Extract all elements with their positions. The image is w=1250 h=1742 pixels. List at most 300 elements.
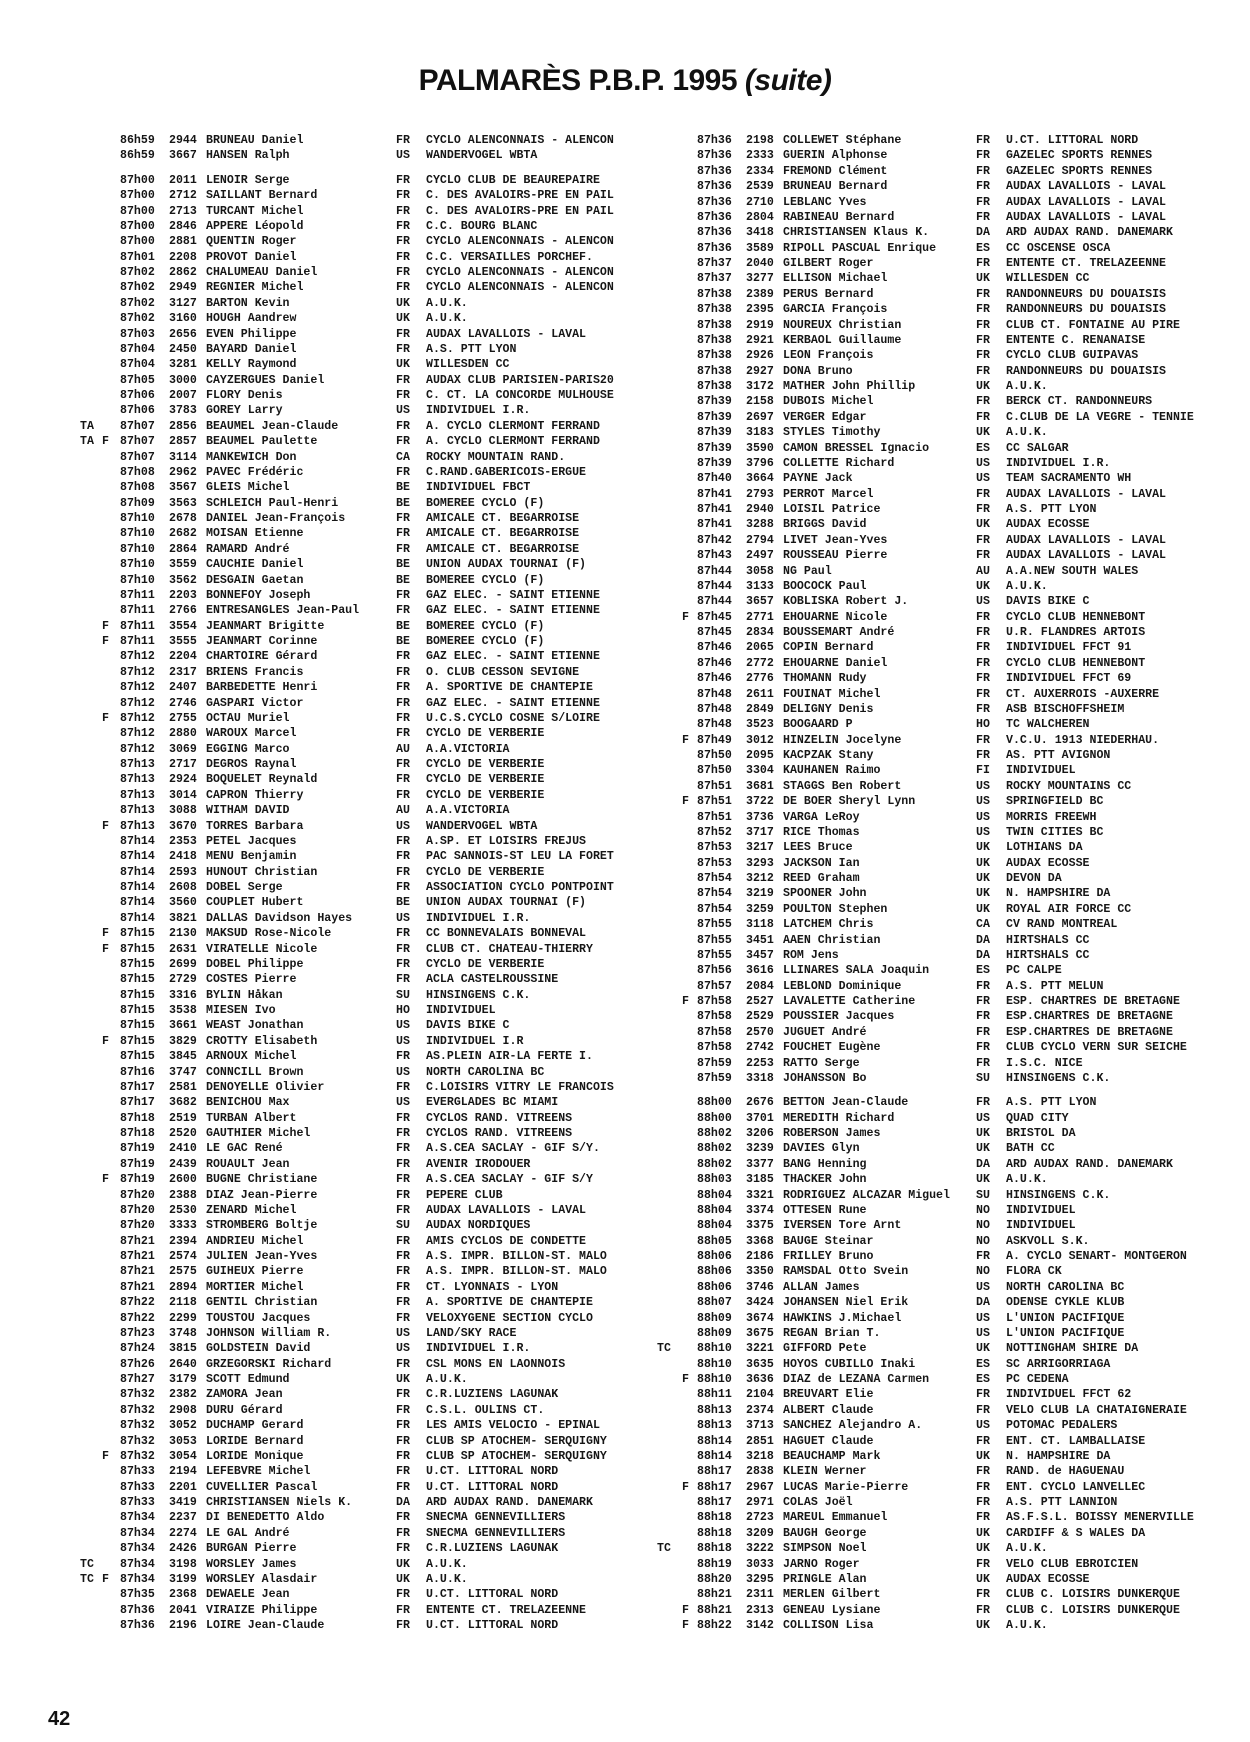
row-time: 87h22 xyxy=(120,1296,155,1310)
row-rider-name: POULTON Stephen xyxy=(783,902,888,916)
row-rider-name: PERROT Marcel xyxy=(783,487,874,501)
row-rider-name: RAMSDAL Otto Svein xyxy=(783,1265,909,1279)
result-row xyxy=(80,1403,640,1418)
row-rider-name: VERGER Edgar xyxy=(783,410,867,424)
result-row xyxy=(660,179,1220,194)
row-club: A. SPORTIVE DE CHANTEPIE xyxy=(426,1296,593,1310)
row-rider-name: APPERE Léopold xyxy=(206,219,304,233)
row-rider-name: KERBAOL Guillaume xyxy=(783,333,902,347)
row-club: C. DES AVALOIRS-PRE EN PAIL xyxy=(426,204,614,218)
result-row xyxy=(80,1464,640,1479)
page-number: 42 xyxy=(48,1708,71,1730)
row-time: 87h58 xyxy=(697,1041,732,1055)
row-time: 87h11 xyxy=(120,619,155,633)
row-rider-name: DUBOIS Michel xyxy=(783,395,874,409)
row-club: A.U.K. xyxy=(1006,426,1048,440)
row-club: LOTHIANS DA xyxy=(1006,841,1083,855)
row-mark: TC xyxy=(657,1542,671,1556)
row-number: 2065 xyxy=(746,641,774,655)
row-club: LES AMIS VELOCIO - EPINAL xyxy=(426,1419,600,1433)
row-time: 88h10 xyxy=(697,1357,732,1371)
result-row xyxy=(80,1264,640,1279)
row-country: FR xyxy=(396,1511,410,1525)
result-row xyxy=(80,972,640,987)
row-club: ESP.CHARTRES DE BRETAGNE xyxy=(1006,1025,1173,1039)
result-row xyxy=(80,496,640,511)
row-club: CT. LYONNAIS - LYON xyxy=(426,1280,559,1294)
row-country: FR xyxy=(976,1588,990,1602)
result-row xyxy=(660,994,1220,1009)
row-club: CLUB SP ATOCHEM- SERQUIGNY xyxy=(426,1434,607,1448)
row-country: BE xyxy=(396,896,410,910)
row-club: HINSINGENS C.K. xyxy=(1006,1188,1111,1202)
row-number: 3222 xyxy=(746,1542,774,1556)
row-number: 3033 xyxy=(746,1557,774,1571)
row-number: 3053 xyxy=(169,1434,197,1448)
row-rider-name: BUGNE Christiane xyxy=(206,1173,318,1187)
row-rider-name: HINZELIN Jocelyne xyxy=(783,733,902,747)
row-time: 87h10 xyxy=(120,512,155,525)
result-row xyxy=(80,1495,640,1510)
row-number: 2041 xyxy=(169,1603,197,1617)
row-country: FR xyxy=(976,687,990,701)
row-club: ARD AUDAX RAND. DANEMARK xyxy=(1006,1157,1173,1171)
row-number: 3419 xyxy=(169,1496,197,1509)
result-row xyxy=(80,148,640,163)
row-number: 3717 xyxy=(746,825,774,839)
row-country: FR xyxy=(396,850,410,864)
row-rider-name: BAYARD Daniel xyxy=(206,342,297,356)
row-number: 2299 xyxy=(169,1311,197,1325)
row-club: ENT. CYCLO LANVELLEC xyxy=(1006,1480,1146,1494)
result-row xyxy=(80,1280,640,1295)
result-row xyxy=(660,610,1220,625)
row-rider-name: SCHLEICH Paul-Henri xyxy=(206,496,339,510)
row-time: 87h39 xyxy=(697,395,732,409)
result-row xyxy=(80,1572,640,1587)
row-time: 87h49 xyxy=(697,733,732,747)
row-club: AUDAX ECOSSE xyxy=(1006,1572,1090,1586)
row-club: CYCLO DE VERBERIE xyxy=(426,727,545,741)
row-rider-name: BRUNEAU Daniel xyxy=(206,134,304,147)
row-club: UNION AUDAX TOURNAI (F) xyxy=(426,896,587,910)
row-number: 2394 xyxy=(169,1234,197,1248)
row-number: 2856 xyxy=(169,419,197,433)
row-time: 87h36 xyxy=(120,1619,155,1632)
result-row xyxy=(660,748,1220,763)
row-rider-name: LATCHEM Chris xyxy=(783,918,874,932)
row-country: UK xyxy=(976,1342,990,1356)
row-country: CA xyxy=(976,918,990,932)
row-club: CYCLO DE VERBERIE xyxy=(426,758,545,771)
result-row xyxy=(80,1080,640,1095)
row-time: 88h22 xyxy=(697,1619,732,1632)
row-number: 3667 xyxy=(169,149,197,163)
row-club: LAND/SKY RACE xyxy=(426,1326,517,1340)
row-number: 2971 xyxy=(746,1496,774,1509)
row-country: DA xyxy=(976,226,990,240)
row-rider-name: BOUSSEMART André xyxy=(783,626,895,639)
row-number: 2450 xyxy=(169,342,197,356)
row-club: CYCLO DE VERBERIE xyxy=(426,865,545,879)
row-country: FR xyxy=(396,281,410,295)
result-row xyxy=(80,219,640,234)
row-number: 2575 xyxy=(169,1265,197,1279)
row-number: 2862 xyxy=(169,266,197,279)
row-club: CLUB CT. CHATEAU-THIERRY xyxy=(426,942,593,956)
result-row xyxy=(660,1157,1220,1172)
row-country: FR xyxy=(396,942,410,956)
row-club: C.RAND.GABERICOIS-ERGUE xyxy=(426,465,587,479)
result-row xyxy=(660,1009,1220,1024)
result-row xyxy=(660,1095,1220,1110)
row-country: FR xyxy=(396,1250,410,1263)
row-rider-name: HUNOUT Christian xyxy=(206,865,318,879)
row-country: ES xyxy=(976,241,990,255)
row-country: FR xyxy=(396,727,410,741)
row-time: 87h09 xyxy=(120,496,155,510)
result-row xyxy=(660,948,1220,963)
row-club: A.S. PTT LYON xyxy=(1006,1096,1097,1110)
row-rider-name: STROMBERG Boltje xyxy=(206,1219,318,1233)
row-country: FR xyxy=(396,881,410,894)
row-time: 87h32 xyxy=(120,1419,155,1433)
row-time: 87h33 xyxy=(120,1465,155,1479)
row-club: C.S.L. OULINS CT. xyxy=(426,1403,545,1417)
row-rider-name: REGNIER Michel xyxy=(206,281,304,295)
row-club: U.R. FLANDRES ARTOIS xyxy=(1006,626,1146,639)
row-female-flag: F xyxy=(682,1480,689,1494)
result-row xyxy=(660,810,1220,825)
row-club: PC CALPE xyxy=(1006,964,1062,978)
row-time: 87h11 xyxy=(120,604,155,618)
row-rider-name: BAUGH George xyxy=(783,1526,867,1540)
row-time: 87h37 xyxy=(697,257,732,270)
row-country: BE xyxy=(396,619,410,633)
row-country: DA xyxy=(976,1296,990,1310)
row-country: FR xyxy=(976,349,990,363)
row-country: UK xyxy=(976,272,990,286)
result-row xyxy=(660,840,1220,855)
row-club: PAC SANNOIS-ST LEU LA FORET xyxy=(426,850,614,864)
row-country: FR xyxy=(976,303,990,317)
row-club: CYCLO ALENCONNAIS - ALENCON xyxy=(426,266,614,279)
row-number: 3069 xyxy=(169,742,197,756)
row-country: FR xyxy=(976,1025,990,1039)
row-number: 2368 xyxy=(169,1588,197,1602)
result-row xyxy=(660,195,1220,210)
row-number: 3318 xyxy=(746,1071,774,1085)
row-number: 3457 xyxy=(746,948,774,962)
row-country: FR xyxy=(396,696,410,710)
row-time: 87h23 xyxy=(120,1326,155,1340)
result-row xyxy=(80,1587,640,1602)
row-time: 88h13 xyxy=(697,1419,732,1433)
row-club: SNECMA GENNEVILLIERS xyxy=(426,1511,566,1525)
row-rider-name: ROM Jens xyxy=(783,948,839,962)
row-time: 88h17 xyxy=(697,1496,732,1509)
row-time: 87h34 xyxy=(120,1511,155,1525)
row-club: ASB BISCHOFFSHEIM xyxy=(1006,702,1125,716)
row-rider-name: MIESEN Ivo xyxy=(206,1004,276,1017)
row-rider-name: TURCANT Michel xyxy=(206,204,304,218)
row-country: FR xyxy=(396,1127,410,1140)
result-row xyxy=(80,957,640,972)
row-number: 3375 xyxy=(746,1219,774,1233)
row-number: 3058 xyxy=(746,564,774,578)
row-rider-name: TOUSTOU Jacques xyxy=(206,1311,311,1325)
row-club: A.S. PTT LANNION xyxy=(1006,1496,1118,1509)
row-time: 87h11 xyxy=(120,588,155,602)
row-rider-name: DI BENEDETTO Aldo xyxy=(206,1511,325,1525)
row-rider-name: OTTESEN Rune xyxy=(783,1203,867,1217)
result-row xyxy=(660,410,1220,425)
row-club: ODENSE CYKLE KLUB xyxy=(1006,1296,1125,1310)
row-country: FR xyxy=(976,610,990,624)
row-time: 87h32 xyxy=(120,1388,155,1402)
row-number: 2838 xyxy=(746,1465,774,1479)
row-country: UK xyxy=(976,426,990,440)
row-female-flag: F xyxy=(682,795,689,809)
result-row xyxy=(80,173,640,188)
row-club: AS.PLEIN AIR-LA FERTE I. xyxy=(426,1050,593,1064)
row-rider-name: RAMARD André xyxy=(206,542,290,556)
row-number: 3114 xyxy=(169,450,197,464)
row-time: 88h19 xyxy=(697,1557,732,1571)
row-time: 88h17 xyxy=(697,1465,732,1479)
row-number: 3635 xyxy=(746,1357,774,1371)
row-country: UK xyxy=(976,1449,990,1463)
row-rider-name: MAKSUD Rose-Nicole xyxy=(206,927,332,941)
row-country: FR xyxy=(396,1357,410,1371)
row-number: 2333 xyxy=(746,149,774,163)
row-country: FR xyxy=(396,1419,410,1433)
row-rider-name: BEAUCHAMP Mark xyxy=(783,1449,881,1463)
row-club: C.R.LUZIENS LAGUNAK xyxy=(426,1542,559,1556)
result-row xyxy=(657,1541,1220,1556)
row-country: US xyxy=(976,779,990,793)
row-country: HO xyxy=(396,1004,410,1017)
row-country: UK xyxy=(976,1127,990,1140)
row-country: FR xyxy=(976,1434,990,1448)
result-row xyxy=(80,1526,640,1541)
row-number: 2834 xyxy=(746,626,774,639)
row-time: 87h59 xyxy=(697,1056,732,1070)
row-time: 87h59 xyxy=(697,1071,732,1085)
row-country: FR xyxy=(976,149,990,163)
row-time: 87h14 xyxy=(120,881,155,894)
row-country: FR xyxy=(976,1557,990,1571)
row-female-flag: F xyxy=(102,711,109,725)
result-row xyxy=(80,1618,640,1633)
row-club: CYCLO ALENCONNAIS - ALENCON xyxy=(426,235,614,249)
row-rider-name: JULIEN Jean-Yves xyxy=(206,1250,318,1263)
row-time: 87h13 xyxy=(120,819,155,833)
row-rider-name: DOBEL Philippe xyxy=(206,957,304,971)
row-club: INDIVIDUEL FFCT 91 xyxy=(1006,641,1132,655)
row-rider-name: BREUVART Elie xyxy=(783,1388,874,1402)
row-country: FR xyxy=(976,1250,990,1263)
row-number: 2921 xyxy=(746,333,774,347)
result-row xyxy=(80,1480,640,1495)
row-club: A.S.CEA SACLAY - GIF S/Y. xyxy=(426,1142,600,1156)
row-country: FR xyxy=(396,1388,410,1402)
row-number: 2389 xyxy=(746,287,774,301)
result-row xyxy=(660,902,1220,917)
row-time: 87h03 xyxy=(120,327,155,341)
row-club: CYCLO CLUB HENNEBONT xyxy=(1006,656,1146,670)
row-country: FR xyxy=(976,1056,990,1070)
row-country: FR xyxy=(976,995,990,1008)
result-row xyxy=(80,403,640,418)
result-row xyxy=(660,886,1220,901)
row-number: 2771 xyxy=(746,610,774,624)
row-club: AUDAX LAVALLOIS - LAVAL xyxy=(1006,210,1167,224)
row-country: DA xyxy=(976,933,990,947)
row-time: 88h09 xyxy=(697,1326,732,1340)
row-rider-name: FLORY Denis xyxy=(206,389,283,402)
row-number: 2388 xyxy=(169,1188,197,1202)
row-club: WILLESDEN CC xyxy=(426,358,510,372)
row-country: FR xyxy=(396,665,410,679)
row-club: GAZ ELEC. - SAINT ETIENNE xyxy=(426,696,600,710)
result-row xyxy=(80,1157,640,1172)
row-country: FR xyxy=(396,266,410,279)
row-country: UK xyxy=(396,1373,410,1386)
row-country: FR xyxy=(396,1111,410,1125)
row-rider-name: KACPZAK Stany xyxy=(783,749,874,762)
row-rider-name: LORIDE Bernard xyxy=(206,1434,304,1448)
result-row xyxy=(80,926,640,941)
row-country: FR xyxy=(396,235,410,249)
result-row xyxy=(660,917,1220,932)
result-row xyxy=(80,865,640,880)
row-time: 88h09 xyxy=(697,1311,732,1325)
result-row xyxy=(80,573,640,588)
row-number: 3589 xyxy=(746,241,774,255)
row-number: 2040 xyxy=(746,257,774,270)
row-club: A.A.VICTORIA xyxy=(426,804,510,818)
row-time: 87h42 xyxy=(697,533,732,547)
row-country: FR xyxy=(396,512,410,525)
row-rider-name: CHALUMEAU Daniel xyxy=(206,266,318,279)
row-time: 87h39 xyxy=(697,426,732,440)
row-female-flag: F xyxy=(102,819,109,833)
row-time: 88h02 xyxy=(697,1127,732,1140)
row-number: 2395 xyxy=(746,303,774,317)
row-country: FR xyxy=(396,373,410,387)
row-number: 2611 xyxy=(746,687,774,701)
row-time: 87h34 xyxy=(120,1572,155,1586)
row-female-flag: F xyxy=(682,1619,689,1632)
result-row xyxy=(660,487,1220,502)
row-number: 3590 xyxy=(746,441,774,455)
row-number: 3554 xyxy=(169,619,197,633)
row-time: 87h17 xyxy=(120,1080,155,1094)
row-female-flag: F xyxy=(102,635,109,648)
row-rider-name: ROBERSON James xyxy=(783,1127,881,1140)
row-country: NO xyxy=(976,1203,990,1217)
row-rider-name: WITHAM DAVID xyxy=(206,804,290,818)
result-row xyxy=(660,1111,1220,1126)
row-country: DA xyxy=(976,1157,990,1171)
row-number: 2894 xyxy=(169,1280,197,1294)
row-club: AMICALE CT. BEGARROISE xyxy=(426,512,580,525)
row-rider-name: NOUREUX Christian xyxy=(783,318,902,332)
row-number: 3185 xyxy=(746,1173,774,1187)
row-rider-name: STAGGS Ben Robert xyxy=(783,779,902,793)
row-club: BOMEREE CYCLO (F) xyxy=(426,573,545,587)
result-row xyxy=(80,1357,640,1372)
row-club: ENTENTE C. RENANAISE xyxy=(1006,333,1146,347)
page-title-main: PALMARÈS P.B.P. 1995 xyxy=(418,64,738,97)
row-number: 3000 xyxy=(169,373,197,387)
row-number: 2804 xyxy=(746,210,774,224)
row-mark: TC xyxy=(657,1342,671,1356)
row-country: UK xyxy=(976,887,990,901)
row-country: UK xyxy=(396,1557,410,1571)
row-time: 87h19 xyxy=(120,1157,155,1171)
row-country: FR xyxy=(396,465,410,479)
result-row xyxy=(660,1357,1220,1372)
row-country: UK xyxy=(976,902,990,916)
row-country: FR xyxy=(396,711,410,725)
row-club: A. CYCLO CLERMONT FERRAND xyxy=(426,419,600,433)
row-club: RANDONNEURS DU DOUAISIS xyxy=(1006,287,1167,301)
row-rider-name: BURGAN Pierre xyxy=(206,1542,297,1556)
row-time: 87h14 xyxy=(120,834,155,848)
row-time: 87h38 xyxy=(697,333,732,347)
row-club: A.U.K. xyxy=(1006,579,1048,593)
row-time: 87h58 xyxy=(697,1025,732,1039)
row-club: U.CT. LITTORAL NORD xyxy=(426,1619,559,1632)
row-rider-name: CROTTY Elisabeth xyxy=(206,1034,318,1048)
row-time: 88h10 xyxy=(697,1342,732,1356)
row-rider-name: WEAST Jonathan xyxy=(206,1019,304,1033)
row-rider-name: GENTIL Christian xyxy=(206,1296,318,1310)
row-country: FR xyxy=(396,1603,410,1617)
row-club: C.C. VERSAILLES PORCHEF. xyxy=(426,250,593,264)
result-row xyxy=(660,364,1220,379)
row-time: 87h13 xyxy=(120,804,155,818)
row-time: 87h12 xyxy=(120,650,155,664)
result-row xyxy=(80,588,640,603)
row-time: 87h18 xyxy=(120,1127,155,1140)
row-rider-name: CHRISTIANSEN Klaus K. xyxy=(783,226,930,240)
row-number: 3209 xyxy=(746,1526,774,1540)
result-row xyxy=(80,1234,640,1249)
row-rider-name: LORIDE Monique xyxy=(206,1449,304,1463)
result-row xyxy=(660,1025,1220,1040)
row-country: FR xyxy=(396,1619,410,1632)
row-number: 2608 xyxy=(169,881,197,894)
row-rider-name: SIMPSON Noel xyxy=(783,1542,867,1556)
result-row xyxy=(80,619,640,634)
result-row xyxy=(660,963,1220,978)
row-rider-name: KAUHANEN Raimo xyxy=(783,764,881,778)
row-rider-name: LEBLANC Yves xyxy=(783,195,867,209)
result-row xyxy=(80,1065,640,1080)
row-club: CYCLO DE VERBERIE xyxy=(426,957,545,971)
row-number: 3221 xyxy=(746,1342,774,1356)
row-country: FR xyxy=(396,134,410,147)
row-country: FR xyxy=(976,1403,990,1417)
row-number: 3451 xyxy=(746,933,774,947)
row-time: 87h02 xyxy=(120,281,155,295)
row-number: 3350 xyxy=(746,1265,774,1279)
row-rider-name: DEWAELE Jean xyxy=(206,1588,290,1602)
row-rider-name: IVERSEN Tore Arnt xyxy=(783,1219,902,1233)
